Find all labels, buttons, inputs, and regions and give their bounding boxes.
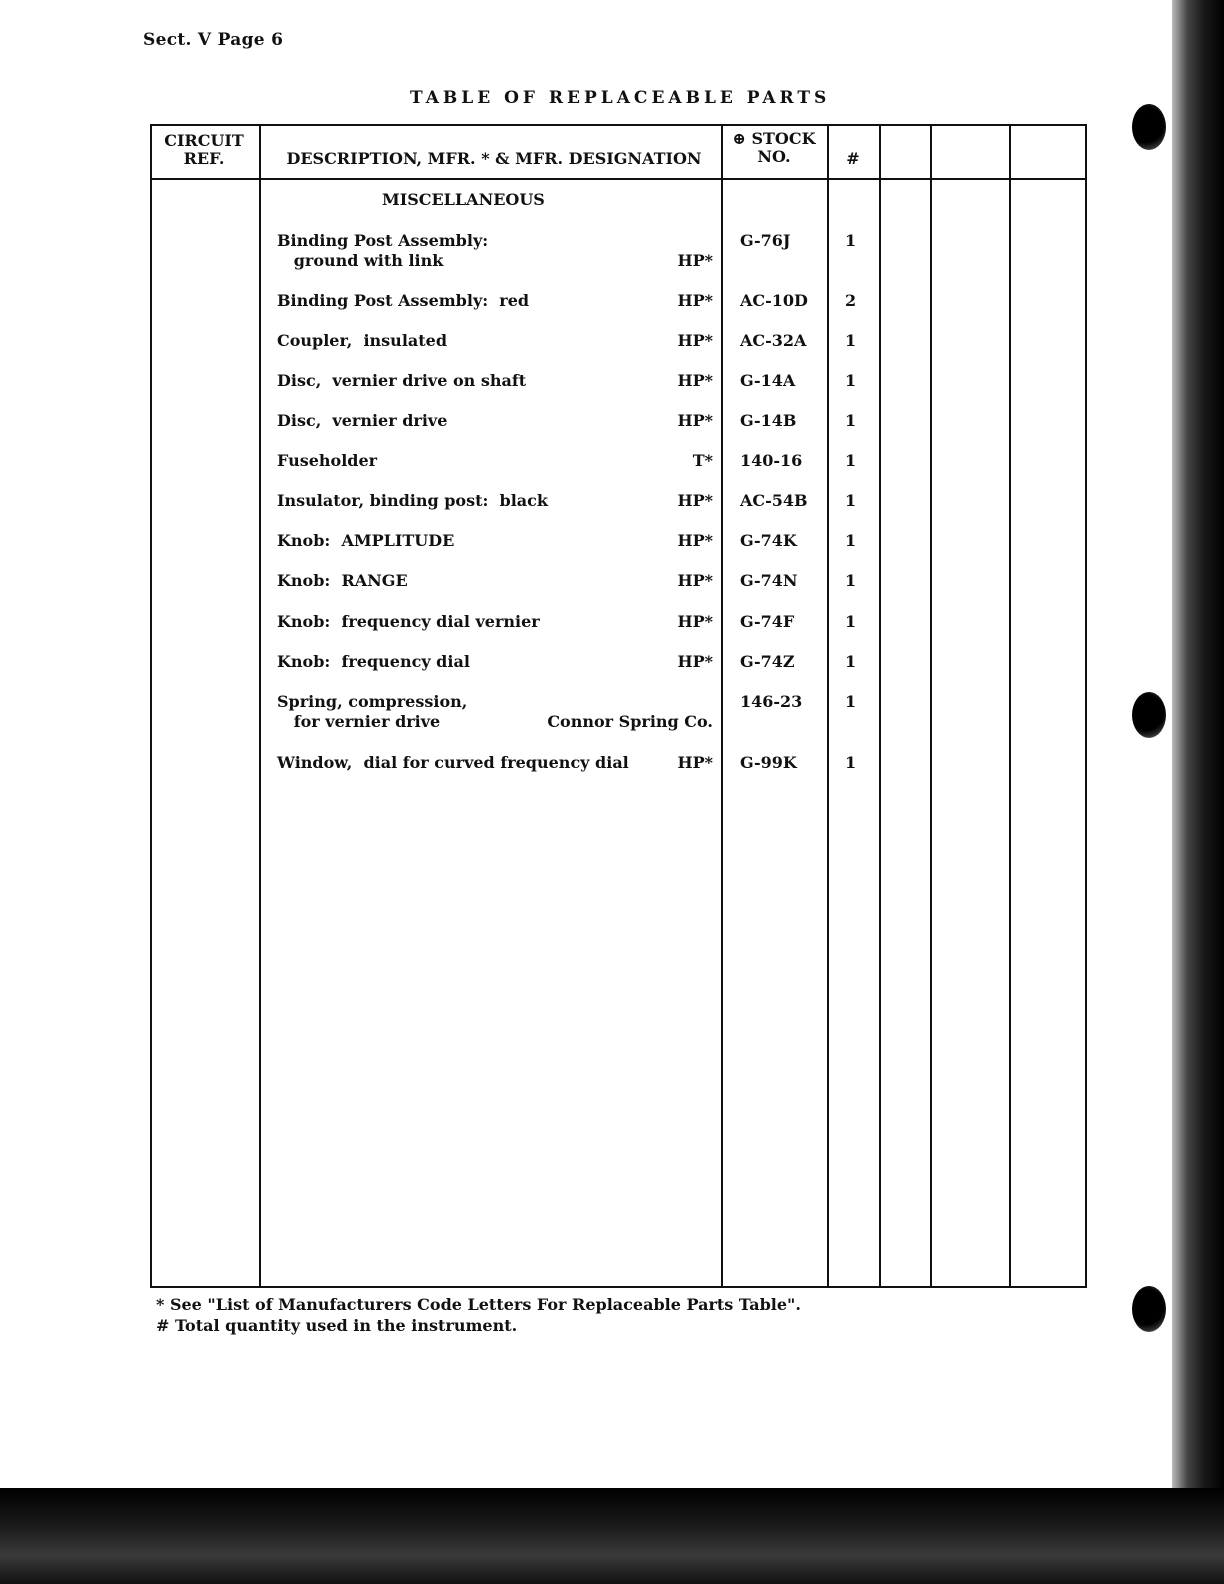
- row-manufacturer: HP*: [677, 753, 713, 772]
- row-quantity: 1: [845, 753, 857, 772]
- table-row: [0, 531, 1224, 571]
- punch-hole: [1132, 1286, 1166, 1332]
- row-stock-no: G-76J: [740, 231, 791, 250]
- table-row: [0, 571, 1224, 611]
- row-quantity: 1: [845, 231, 857, 250]
- row-description: Binding Post Assembly: ground with link: [277, 231, 489, 270]
- row-manufacturer: HP*: [677, 291, 713, 310]
- row-description: Window, dial for curved frequency dial: [277, 753, 629, 772]
- row-manufacturer: HP*: [677, 411, 713, 430]
- scan-bottom-edge: [0, 1488, 1224, 1584]
- row-description: Disc, vernier drive on shaft: [277, 371, 527, 390]
- row-stock-no: G-74K: [740, 531, 797, 550]
- table-row: [0, 331, 1224, 371]
- row-quantity: 1: [845, 491, 857, 510]
- row-quantity: 1: [845, 411, 857, 430]
- row-manufacturer: HP*: [677, 331, 713, 350]
- footnote-qty: # Total quantity used in the instrument.: [156, 1316, 518, 1335]
- row-quantity: 1: [845, 692, 857, 711]
- row-quantity: 1: [845, 531, 857, 550]
- row-stock-no: G-14A: [740, 371, 796, 390]
- table-row: [0, 692, 1224, 732]
- row-description: Binding Post Assembly: red: [277, 291, 530, 310]
- row-stock-no: AC-10D: [740, 291, 808, 310]
- row-description: Fuseholder: [277, 451, 378, 470]
- row-description: Knob: frequency dial: [277, 652, 470, 671]
- row-manufacturer: HP*: [677, 491, 713, 510]
- table-row: [0, 451, 1224, 491]
- footnote-mfr: * See "List of Manufacturers Code Letters For Replaceable Parts Table".: [156, 1295, 801, 1314]
- row-description: Knob: AMPLITUDE: [277, 531, 455, 550]
- row-quantity: 1: [845, 652, 857, 671]
- row-manufacturer: HP*: [677, 612, 713, 631]
- row-stock-no: AC-54B: [740, 491, 808, 510]
- row-quantity: 2: [845, 291, 857, 310]
- hp-logo-icon: ⊕: [732, 129, 746, 148]
- row-quantity: 1: [845, 612, 857, 631]
- page-title: TABLE OF REPLACEABLE PARTS: [410, 88, 831, 108]
- table-row: [0, 371, 1224, 411]
- row-manufacturer: HP*: [677, 371, 713, 390]
- table-row: [0, 753, 1224, 793]
- row-stock-no: G-74N: [740, 571, 798, 590]
- row-quantity: 1: [845, 571, 857, 590]
- row-stock-no: G-99K: [740, 753, 797, 772]
- row-quantity: 1: [845, 451, 857, 470]
- row-manufacturer: Connor Spring Co.: [547, 712, 713, 731]
- row-description: Knob: RANGE: [277, 571, 408, 590]
- row-manufacturer: HP*: [677, 251, 713, 270]
- section-heading: MISCELLANEOUS: [382, 190, 545, 209]
- column-header-description: DESCRIPTION, MFR. * & MFR. DESIGNATION: [286, 149, 702, 168]
- row-stock-no: 140-16: [740, 451, 803, 470]
- section-page-header: Sect. V Page 6: [143, 30, 284, 50]
- table-row: [0, 491, 1224, 531]
- column-header-circuit-ref: CIRCUIT REF.: [164, 131, 244, 168]
- row-manufacturer: HP*: [677, 652, 713, 671]
- row-description: Coupler, insulated: [277, 331, 448, 350]
- row-stock-no: AC-32A: [740, 331, 807, 350]
- column-header-stock-no: [722, 130, 826, 166]
- row-stock-no: G-74F: [740, 612, 795, 631]
- table-row: [0, 612, 1224, 652]
- row-stock-no: G-74Z: [740, 652, 795, 671]
- row-quantity: 1: [845, 371, 857, 390]
- punch-hole: [1132, 104, 1166, 150]
- table-row: [0, 652, 1224, 692]
- row-quantity: 1: [845, 331, 857, 350]
- row-stock-no: 146-23: [740, 692, 803, 711]
- stock-no-label: STOCK NO.: [751, 129, 816, 166]
- row-description: Knob: frequency dial vernier: [277, 612, 540, 631]
- table-row: [0, 291, 1224, 331]
- row-description: Disc, vernier drive: [277, 411, 448, 430]
- row-manufacturer: T*: [692, 451, 713, 470]
- row-manufacturer: HP*: [677, 531, 713, 550]
- row-description: Spring, compression, for vernier drive: [277, 692, 468, 731]
- footnotes: [156, 1294, 801, 1336]
- row-manufacturer: HP*: [677, 571, 713, 590]
- table-row: [0, 411, 1224, 451]
- row-description: Insulator, binding post: black: [277, 491, 548, 510]
- header-divider: [152, 178, 1085, 180]
- column-header-qty: #: [846, 149, 860, 168]
- row-stock-no: G-14B: [740, 411, 797, 430]
- table-row: [0, 231, 1224, 271]
